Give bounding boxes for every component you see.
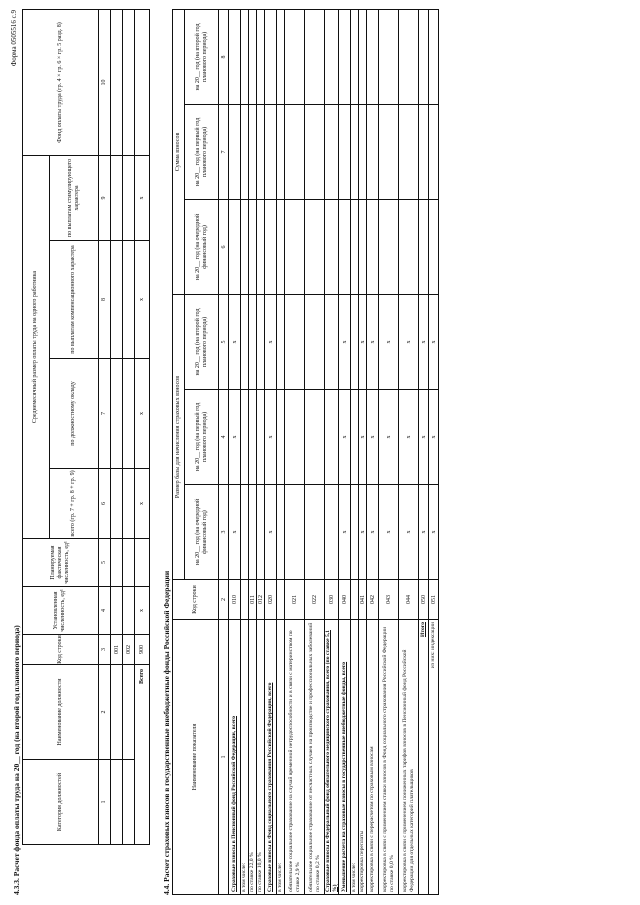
row-code [241,580,249,620]
cell[interactable] [110,760,122,845]
x-mark: x [339,485,351,580]
row-code: 050 [419,580,429,620]
x-mark: x [229,485,241,580]
cell[interactable] [429,104,439,199]
row-label: из них: индексации [429,620,439,895]
row-code: 001 [110,635,122,665]
cell[interactable] [110,9,122,155]
colnum: 1 [98,760,110,845]
table-row [265,9,277,894]
x-mark: x [135,587,150,635]
column-numbers-row [219,9,229,894]
cell[interactable] [305,294,325,389]
cell[interactable] [285,485,305,580]
x-mark: x [265,390,277,485]
cell[interactable] [241,104,249,199]
insurance-contributions-table [172,9,439,895]
colnum: 10 [98,9,110,155]
cell[interactable] [249,199,257,294]
cell[interactable] [241,9,249,104]
cell[interactable] [359,9,367,104]
cell[interactable] [379,9,399,104]
cell[interactable] [249,294,257,389]
x-mark: x [419,390,429,485]
cell[interactable] [249,9,257,104]
cell[interactable] [367,9,379,104]
cell[interactable] [339,9,351,104]
colnum: 6 [219,199,229,294]
hdr-avg-total: всего (гр. 7 + гр. 8 + гр. 9) [49,469,98,539]
table-row [277,9,285,894]
cell[interactable] [285,390,305,485]
form-id: Форма 0505516 с.9 [10,10,18,67]
cell[interactable] [249,485,257,580]
cell[interactable] [135,9,150,155]
colnum: 3 [98,635,110,665]
x-mark: x [419,485,429,580]
row-code: 020 [265,580,277,620]
row-code: 044 [399,580,419,620]
x-mark: x [339,390,351,485]
row-label: обязательное социальное страхование на случай временной нетрудоспособности и в связи с материнством по ставке 2,9 % [285,620,305,895]
x-mark: x [399,485,419,580]
colnum: 2 [98,665,110,760]
cell[interactable] [110,155,122,240]
cell[interactable] [265,104,277,199]
x-mark: x [379,294,399,389]
x-mark: x [379,485,399,580]
cell[interactable] [325,9,339,104]
hdr-name: Наименование показателя [173,620,219,895]
cell[interactable] [123,241,135,359]
cell[interactable] [285,104,305,199]
hdr-by-salary: по должностному окладу [49,359,98,469]
row-label: по ставке 10,0 % [257,620,265,895]
row-code: 021 [285,580,305,620]
table-row [325,9,339,894]
cell[interactable] [257,199,265,294]
table-row [249,9,257,894]
table-row [241,9,249,894]
cell[interactable] [305,104,325,199]
x-mark: x [419,294,429,389]
cell[interactable] [305,199,325,294]
row-label: по ставке 22,0 % [249,620,257,895]
table-row [305,9,325,894]
hdr-base: Размер базы для начисления страховых взносов [173,294,185,579]
row-code: 002 [123,635,135,665]
x-mark: x [229,390,241,485]
hdr-sum-y3: на 20__ год (на второй год планового периода) [185,9,219,104]
cell[interactable] [123,359,135,469]
hdr-position: Наименование должности [23,665,99,760]
cell[interactable] [399,104,419,199]
row-label: в том числе: [351,620,359,895]
cell[interactable] [351,9,359,104]
x-mark: x [429,485,439,580]
cell[interactable] [135,539,150,587]
cell[interactable] [257,294,265,389]
table-row [399,9,419,894]
cell[interactable] [379,104,399,199]
cell[interactable] [285,9,305,104]
cell[interactable] [399,9,419,104]
x-mark: x [265,294,277,389]
row-label: в том числе: [277,620,285,895]
row-code [277,580,285,620]
cell[interactable] [351,485,359,580]
colnum: 8 [219,9,229,104]
colnum: 7 [98,359,110,469]
cell[interactable] [379,199,399,294]
cell[interactable] [359,104,367,199]
cell[interactable] [241,485,249,580]
row-code: 043 [379,580,399,620]
colnum: 5 [219,294,229,389]
hdr-base-y1: на 20__ год (на очередной финансовый год) [185,485,219,580]
cell[interactable] [419,104,429,199]
colnum: 5 [98,539,110,587]
row-label: Уменьшение расчета на страховые взносы в государственные внебюджетные фонды, всего [339,620,351,895]
x-mark: x [429,294,439,389]
total-label: Всего [135,665,150,845]
cell[interactable] [110,241,122,359]
x-mark: x [135,155,150,240]
row-label: Страховые взносы в Федеральный фонд обязательного медицинского страхования, всего (по ставке 5,1 %) [325,620,339,895]
row-label: Итого [419,620,429,895]
section-433-title: 4.3.3. Расчет фонда оплаты труда на 20__ год (на второй год планового периода) [12,625,21,895]
row-code: 030 [325,580,339,620]
row-label: корректировка в связи с применением ставки взносов в Фонд социального страхования Российской Федерации по ставке 0,0 % [379,620,399,895]
cell[interactable] [359,199,367,294]
cell[interactable] [123,539,135,587]
table-row [351,9,359,894]
hdr-established: Установленная численность, ед¹ [23,587,99,635]
hdr-sum-y2: на 20__ год (на первый год планового периода) [185,104,219,199]
cell[interactable] [123,155,135,240]
hdr-avg-salary: Среднемесячный размер оплаты труда на одного работника [23,155,50,538]
cell[interactable] [110,469,122,539]
cell[interactable] [277,104,285,199]
row-code [351,580,359,620]
cell[interactable] [277,390,285,485]
cell[interactable] [305,485,325,580]
table-row [257,9,265,894]
x-mark: x [135,241,150,359]
x-mark: x [367,294,379,389]
cell[interactable] [229,104,241,199]
row-label: обязательное социальное страхование от несчастных случаев на производстве и профессиональных заболеваний по ставке 0,2 % [305,620,325,895]
cell[interactable] [277,9,285,104]
row-code: 040 [339,580,351,620]
cell[interactable] [123,665,135,760]
cell[interactable] [325,390,339,485]
table-row [379,9,399,894]
cell[interactable] [241,294,249,389]
cell[interactable] [110,587,122,635]
colnum: 6 [98,469,110,539]
row-label: Страховые взносы в Пенсионный фонд Российской Федерации, всего [229,620,241,895]
cell[interactable] [249,104,257,199]
table-row [419,9,429,894]
cell[interactable] [399,199,419,294]
colnum: 9 [98,155,110,240]
cell[interactable] [241,199,249,294]
cell[interactable] [229,9,241,104]
x-mark: x [339,294,351,389]
table-row [429,9,439,894]
table-row [229,9,241,894]
x-mark: x [399,390,419,485]
x-mark: x [367,390,379,485]
cell[interactable] [229,199,241,294]
row-code: 010 [229,580,241,620]
x-mark: x [359,390,367,485]
cell[interactable] [257,485,265,580]
x-mark: x [229,294,241,389]
colnum: 3 [219,485,229,580]
hdr-base-y2: на 20__ год (на первый год планового периода) [185,390,219,485]
x-mark: x [135,469,150,539]
x-mark: x [367,485,379,580]
cell[interactable] [277,199,285,294]
row-code: 022 [305,580,325,620]
row-code: 042 [367,580,379,620]
cell[interactable] [123,760,135,845]
cell[interactable] [351,390,359,485]
row-code: 051 [429,580,439,620]
colnum: 4 [98,587,110,635]
cell[interactable] [257,9,265,104]
total-code: 900 [135,635,150,665]
cell[interactable] [351,294,359,389]
cell[interactable] [325,104,339,199]
hdr-by-comp: по выплатам компенсационного характера [49,241,98,359]
hdr-sum: Сумма взносов [173,9,185,294]
cell[interactable] [351,104,359,199]
row-label: корректировка в связи с перерасчетом по страховым взносам [367,620,379,895]
cell[interactable] [305,390,325,485]
cell[interactable] [419,199,429,294]
cell[interactable] [325,294,339,389]
hdr-base-y3: на 20__ год (на второй год планового периода) [185,294,219,389]
cell[interactable] [367,199,379,294]
cell[interactable] [429,9,439,104]
colnum: 2 [219,580,229,620]
cell[interactable] [257,390,265,485]
colnum: 7 [219,104,229,199]
cell[interactable] [110,539,122,587]
cell[interactable] [265,9,277,104]
cell[interactable] [325,485,339,580]
cell[interactable] [277,485,285,580]
cell[interactable] [123,587,135,635]
hdr-code: Код строки [23,635,99,665]
cell[interactable] [110,359,122,469]
colnum: 8 [98,241,110,359]
x-mark: x [359,294,367,389]
cell[interactable] [241,390,249,485]
table-row [359,9,367,894]
x-mark: x [379,390,399,485]
row-label: корректировка в связи с применением пониженных тарифов взносов в Пенсионный фонд Российской Федерации для отдельных категорий плательщиков [399,620,419,895]
cell[interactable] [277,294,285,389]
hdr-code: Код строки [173,580,219,620]
cell[interactable] [339,199,351,294]
x-mark: x [359,485,367,580]
cell[interactable] [285,199,305,294]
hdr-category: Категория должностей [23,760,99,845]
row-label: Страховые взносы в Фонд социального страхования Российской Федерации, всего [265,620,277,895]
colnum: 4 [219,390,229,485]
table-row [123,9,135,844]
column-numbers-row [98,9,110,844]
cell[interactable] [367,104,379,199]
cell[interactable] [429,199,439,294]
row-code: 012 [257,580,265,620]
cell[interactable] [249,390,257,485]
cell[interactable] [123,469,135,539]
hdr-fund: Фонд оплаты труда (гр. 4 × гр. 6 × гр. 5 разд. 8) [23,9,99,155]
salary-fund-table [22,9,150,845]
total-row [135,9,150,844]
x-mark: x [399,294,419,389]
cell[interactable] [339,104,351,199]
x-mark: x [265,485,277,580]
colnum: 1 [219,620,229,895]
row-label: в том числе: [241,620,249,895]
hdr-by-stim: по выплатам стимулирующего характера [49,155,98,240]
row-code: 041 [359,580,367,620]
table-row [110,9,122,844]
cell[interactable] [285,294,305,389]
row-label: корректировка переплаты [359,620,367,895]
cell[interactable] [123,9,135,155]
cell[interactable] [265,199,277,294]
section-44-title: 4.4. Расчет страховых взносов в государственные внебюджетные фонды Российской Федерации [162,570,171,895]
cell[interactable] [419,9,429,104]
cell[interactable] [325,199,339,294]
cell[interactable] [110,665,122,760]
cell[interactable] [305,9,325,104]
hdr-planned: Планируемая фактическая численность, ед¹ [23,539,99,587]
cell[interactable] [257,104,265,199]
row-code: 011 [249,580,257,620]
hdr-sum-y1: на 20__ год (на очередной финансовый год) [185,199,219,294]
table-row [285,9,305,894]
cell[interactable] [351,199,359,294]
x-mark: x [135,359,150,469]
table-row [367,9,379,894]
x-mark: x [429,390,439,485]
table-row [339,9,351,894]
